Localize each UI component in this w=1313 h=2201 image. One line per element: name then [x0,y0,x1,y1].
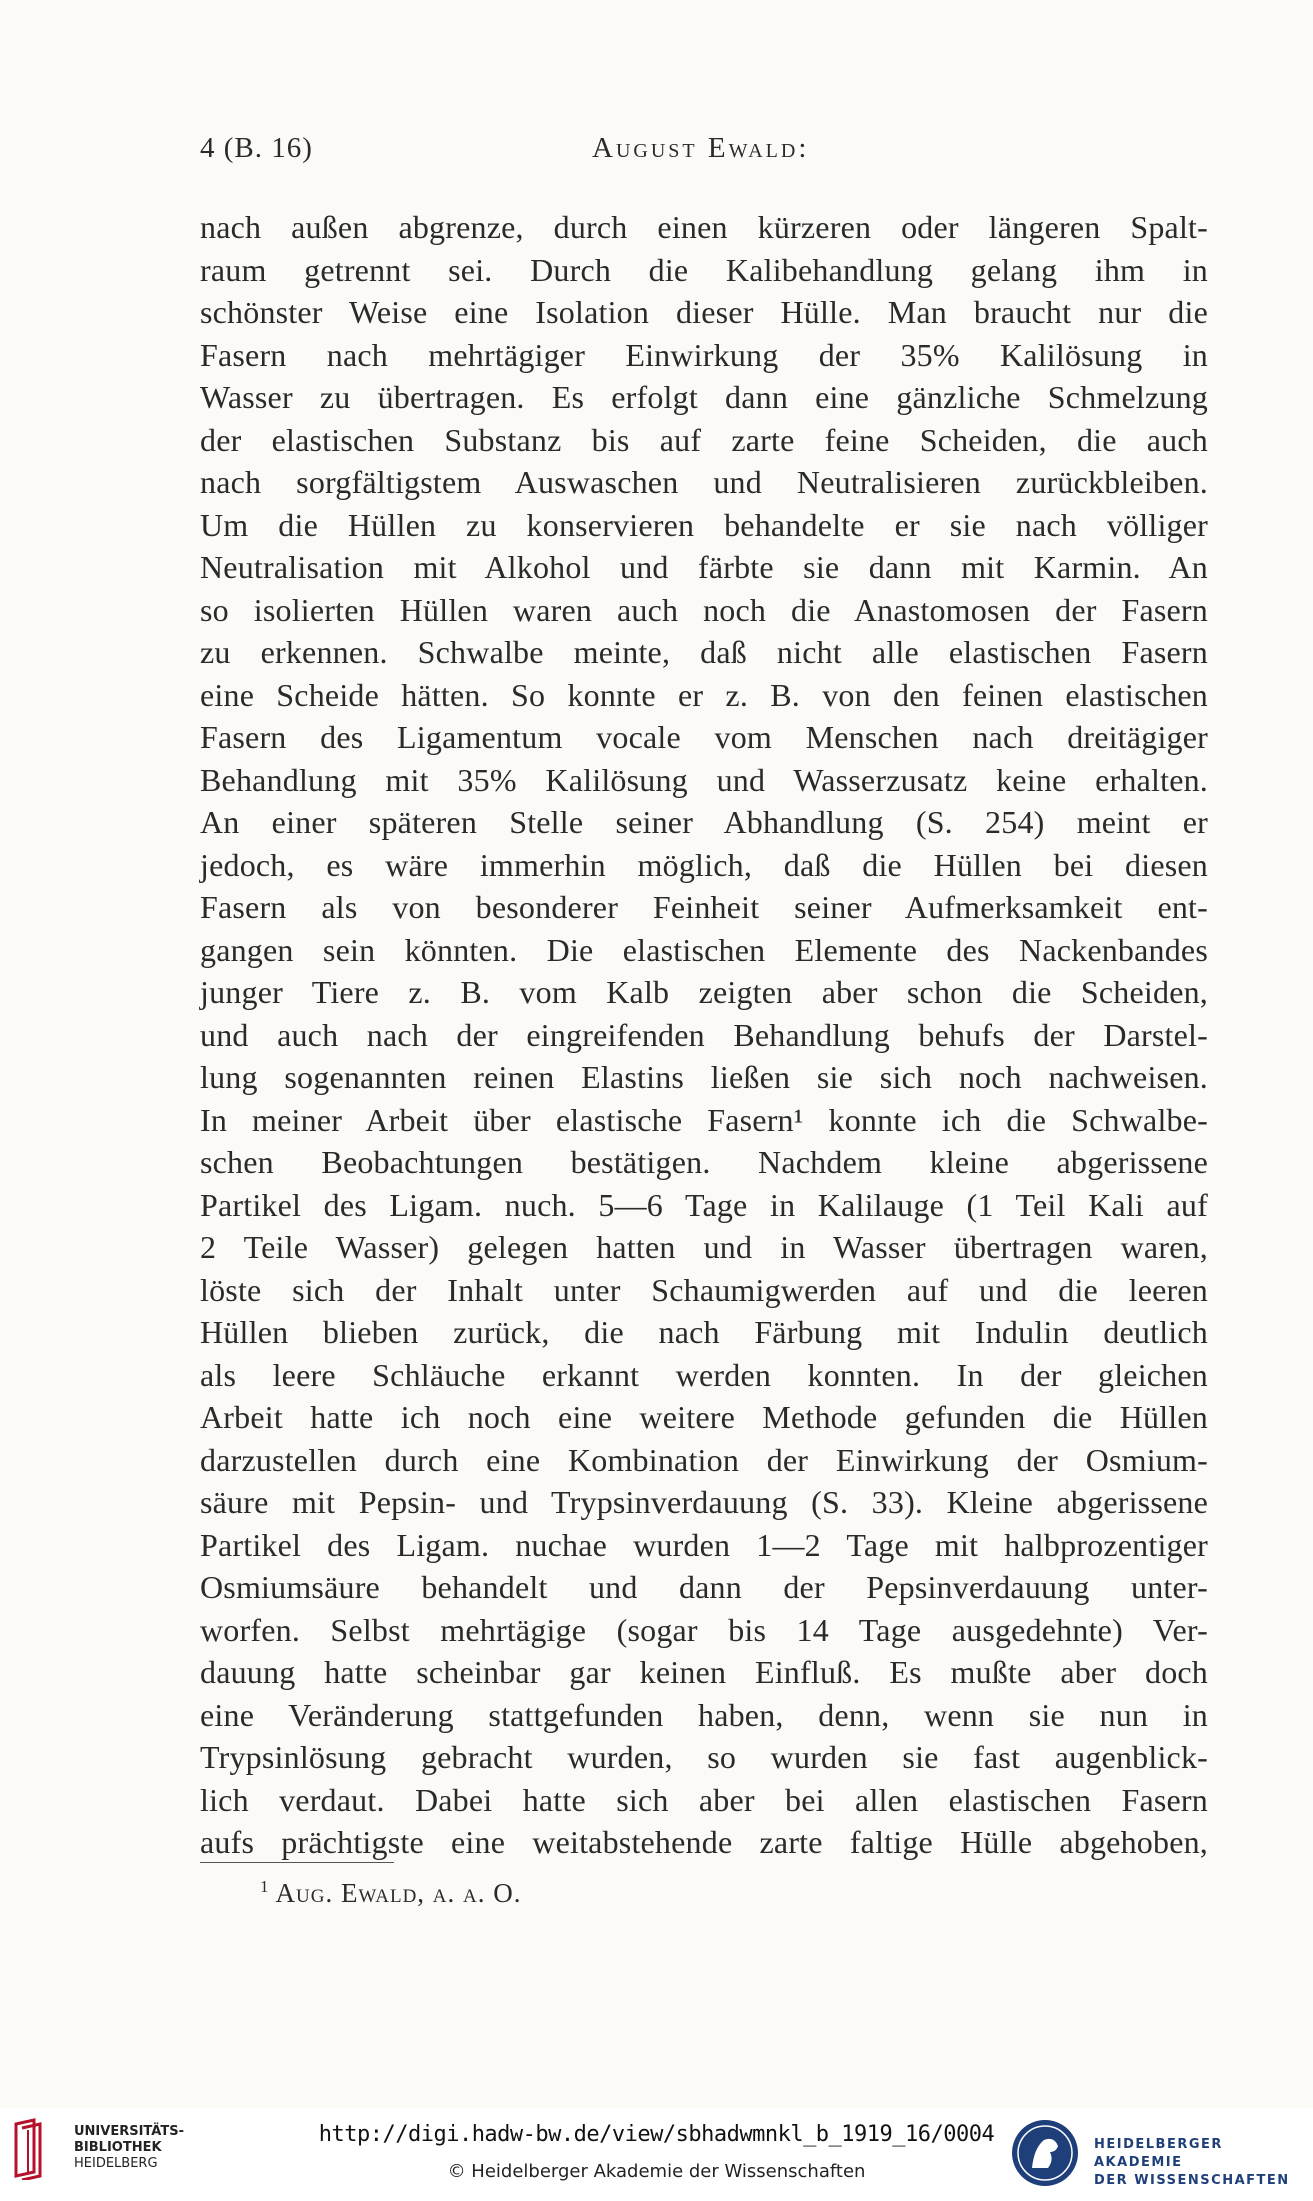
text-line-part: Kalilösung in [999,336,1208,373]
text-line: Wasser zu übertragen. Es erfolgt dann eine gänzliche Schmelzung [200,379,1208,415]
text-line: Arbeit hatte ich noch eine weitere Methode gefunden die Hüllen [200,1399,1208,1435]
page-footer [0,2108,1313,2201]
text-line: lung sogenannten reinen Elastins ließen sie sich noch nachweisen. [200,1059,1208,1095]
text-line [200,334,1208,377]
text-line: Fasern des Ligamentum vocale vom Menschen nach dreitägiger [200,719,1208,755]
text-line: lich verdaut. Dabei hatte sich aber bei allen elastischen Fasern [200,1781,1208,1818]
text-line: In meiner Arbeit über elastische Fasern¹ konnte ich die Schwalbe- [200,1101,1208,1138]
text-line: Partikel des Ligam. nuch. 5—6 Tage in Kalilauge (1 Teil Kali auf [200,1186,1208,1223]
copyright-notice: © Heidelberger Akademie der Wissenschaften [447,2161,866,2182]
text-line: schönster Weise eine Isolation dieser Hülle. Man braucht nur die [200,294,1208,330]
text-line: 2 Teile Wasser) gelegen hatten und in Wasser übertragen waren, [200,1229,1208,1265]
text-line: An einer späteren Stelle seiner Abhandlung (S. 254) meint er [200,804,1208,840]
text-line-part: Fasern nach mehrtägiger Einwirkung der 35% [200,336,960,373]
footnote-divider [200,1862,394,1863]
text-line: Neutralisation mit Alkohol und färbte sie dann mit Karmin. An [200,549,1208,585]
text-line: junger Tiere z. B. vom Kalb zeigten aber schon die Scheiden, [200,974,1208,1010]
academy-name-line: DER WISSENSCHAFTEN [1094,2173,1290,2188]
text-line: raum getrennt sei. Durch die Kalibehandlung gelang ihm in [200,251,1208,288]
permalink-url[interactable]: http://digi.hadw-bw.de/view/sbhadwmnkl_b_1919_16/0004 [318,2122,995,2147]
library-name-line: HEIDELBERG [74,2156,158,2171]
text-line: nach sorgfältigstem Auswaschen und Neutralisieren zurückbleiben. [200,464,1208,500]
text-line: Behandlung mit 35% Kalilösung und Wasserzusatz keine erhalten. [200,761,1208,798]
text-line: jedoch, es wäre immerhin möglich, daß die Hüllen bei diesen [200,846,1208,883]
text-line: Hüllen blieben zurück, die nach Färbung mit Indulin deutlich [200,1314,1208,1350]
library-name-line: UNIVERSITÄTS- [74,2124,184,2139]
text-line: darzustellen durch eine Kombination der Einwirkung der Osmium- [200,1441,1208,1478]
running-header [0,132,1313,172]
text-line: Partikel des Ligam. nuchae wurden 1—2 Tage mit halbprozentiger [200,1526,1208,1563]
text-line: worfen. Selbst mehrtägige (sogar bis 14 Tage ausgedehnte) Ver- [200,1611,1208,1648]
academy-name-line: HEIDELBERGER AKADEMIE [1094,2137,1223,2170]
text-line: und auch nach der eingreifenden Behandlung behufs der Darstel- [200,1016,1208,1053]
text-line: Um die Hüllen zu konservieren behandelte er sie nach völliger [200,506,1208,543]
text-line: zu erkennen. Schwalbe meinte, daß nicht alle elastischen Fasern [200,634,1208,670]
text-line: nach außen abgrenze, durch einen kürzeren oder längeren Spalt- [200,209,1208,245]
academy-name [1094,2136,1313,2190]
text-line: Trypsinlösung gebracht wurden, so wurden sie fast augenblick- [200,1739,1208,1775]
footnote-mark: 1 [260,1877,270,1896]
text-line: aufs prächtigste eine weitabstehende zarte faltige Hülle abgehoben, [200,1824,1208,1860]
running-title: August Ewald: [592,132,810,164]
text-line: eine Veränderung stattgefunden haben, denn, wenn sie nun in [200,1696,1208,1733]
text-line: so isolierten Hüllen waren auch noch die Anastomosen der Fasern [200,591,1208,628]
text-line: löste sich der Inhalt unter Schaumigwerden auf und die leeren [200,1271,1208,1308]
text-line: dauung hatte scheinbar gar keinen Einfluß. Es mußte aber doch [200,1654,1208,1690]
academy-seal-icon [1010,2118,1080,2188]
text-line: der elastischen Substanz bis auf zarte feine Scheiden, die auch [200,421,1208,458]
text-line: als leere Schläuche erkannt werden konnten. In der gleichen [200,1356,1208,1393]
body-text [200,206,1208,1864]
text-line: Osmiumsäure behandelt und dann der Pepsinverdauung unter- [200,1569,1208,1605]
text-line: säure mit Pepsin- und Trypsinverdauung (S. 33). Kleine abgerissene [200,1484,1208,1520]
page-reference: 4 (B. 16) [200,132,313,164]
text-line: Fasern als von besonderer Feinheit seiner Aufmerksamkeit ent- [200,889,1208,925]
library-name-line: BIBLIOTHEK [74,2140,162,2155]
text-line: schen Beobachtungen bestätigen. Nachdem kleine abgerissene [200,1144,1208,1180]
text-line: gangen sein könnten. Die elastischen Elemente des Nackenbandes [200,931,1208,968]
footnote-text: Aug. Ewald, a. a. O. [275,1878,522,1908]
footnote [260,1867,522,1913]
text-line: eine Scheide hätten. So konnte er z. B. von den feinen elastischen [200,676,1208,713]
